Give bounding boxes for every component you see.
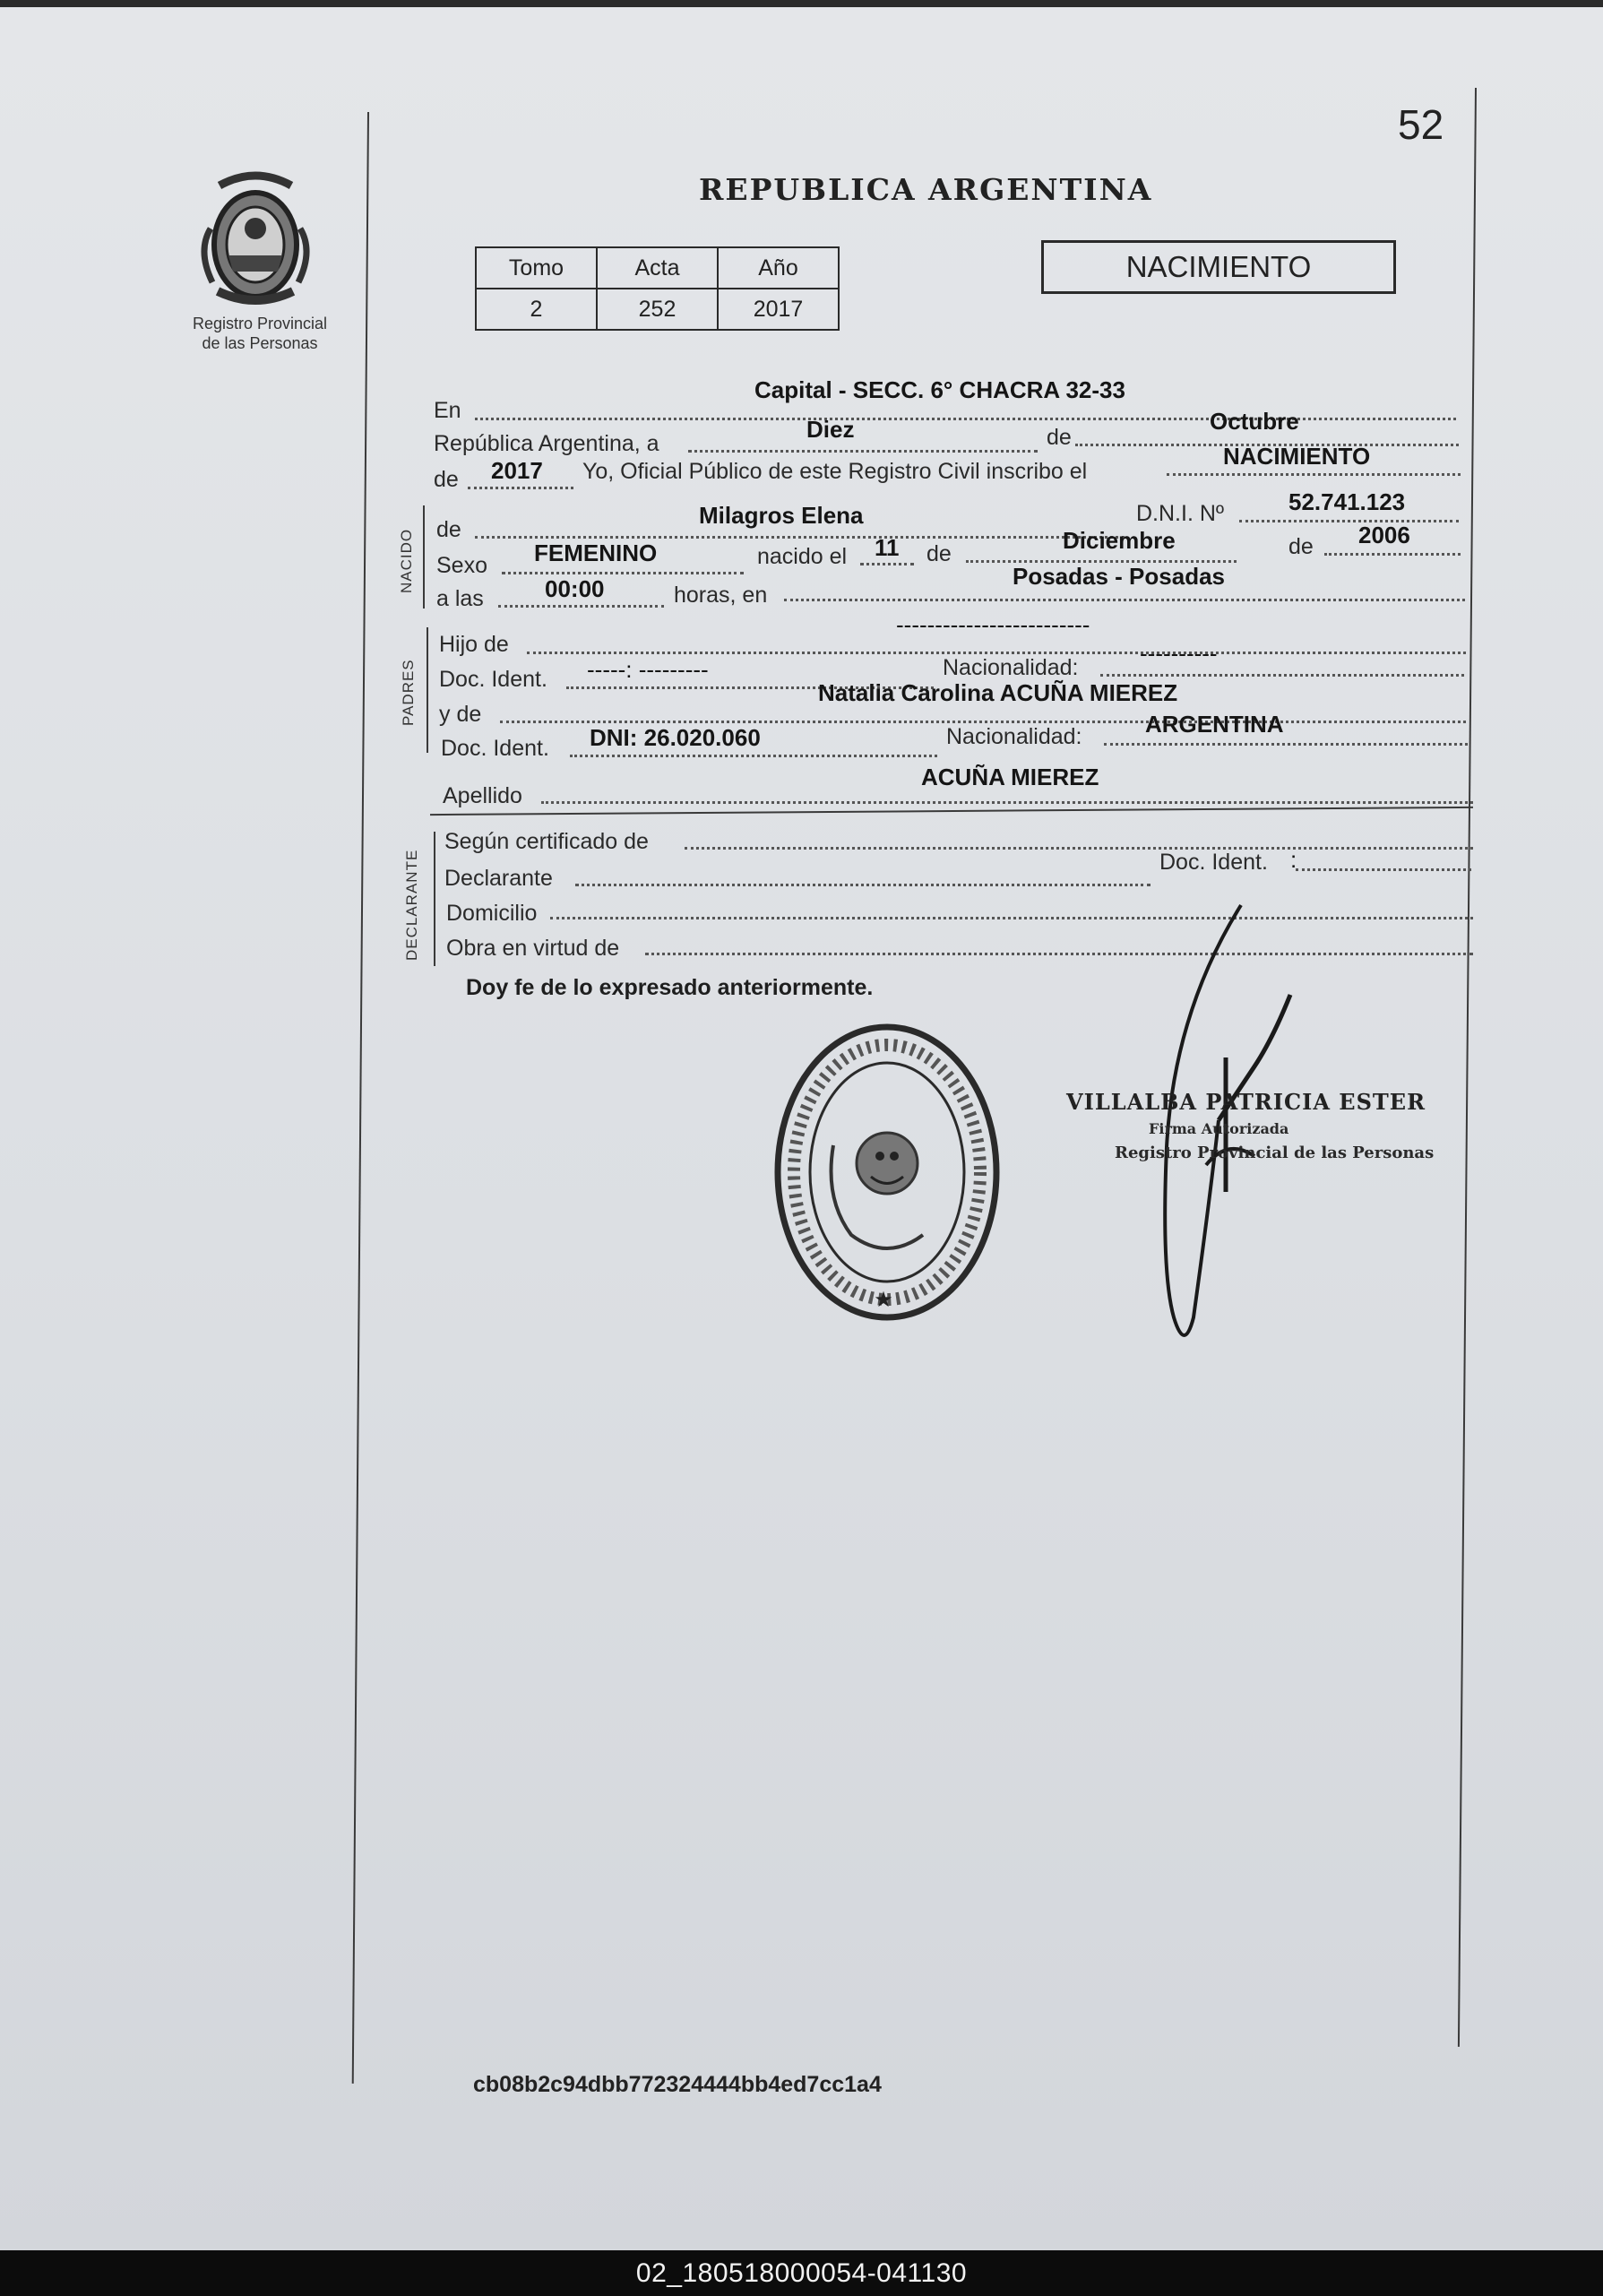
dots-nombre — [475, 536, 1125, 539]
dots-declarante-doc — [1296, 868, 1471, 871]
dots-nac-padre — [1100, 674, 1464, 677]
dots-hijo — [527, 652, 1466, 654]
record-table — [475, 246, 840, 331]
value-doc-padre: -----: --------- — [587, 656, 709, 683]
signer-title: Firma Autorizada — [1149, 1120, 1289, 1137]
label-y-de: y de — [439, 702, 482, 727]
label-horas-en: horas, en — [674, 583, 768, 608]
value-nacido-day: 11 — [875, 534, 900, 561]
provincial-emblem-icon — [193, 166, 318, 309]
value-nac-madre: ARGENTINA — [1145, 711, 1284, 738]
scan-top-edge — [0, 0, 1603, 7]
label-de-nacido-year: de — [1288, 534, 1314, 559]
label-sexo: Sexo — [436, 553, 487, 578]
value-inscribo: NACIMIENTO — [1223, 443, 1371, 470]
label-en: En — [434, 398, 461, 423]
value-lugar-nacimiento: Posadas - Posadas — [1013, 563, 1225, 590]
table-cell-acta: 252 — [597, 289, 718, 330]
label-alas: a las — [436, 586, 484, 611]
dots-nac-madre — [1104, 743, 1468, 746]
nacido-bracket — [423, 505, 425, 609]
dots-apellido — [541, 801, 1473, 804]
official-seal-icon — [771, 1020, 1004, 1325]
record-type-box: NACIMIENTO — [1041, 240, 1396, 294]
dots-hora — [498, 605, 664, 608]
signer-registry: Registro Provincial de las Personas — [1115, 1144, 1435, 1162]
dots-nacido-year — [1324, 553, 1461, 556]
document-hash: cb08b2c94dbb772324444bb4ed7cc1a4 — [473, 2072, 882, 2097]
registry-caption: Registro Provincial de las Personas — [192, 315, 328, 352]
label-de-nacido-month: de — [926, 541, 952, 566]
table-header-acta: Acta — [597, 247, 718, 289]
side-label-nacido: NACIDO — [398, 528, 415, 593]
table-cell-tomo: 2 — [476, 289, 597, 330]
scan-filename: 02_180518000054-041130 — [635, 2258, 968, 2288]
label-de-month: de — [1047, 425, 1072, 450]
dots-inscribo — [1167, 473, 1461, 476]
dots-declarante — [575, 884, 1151, 886]
dots-lugar-nacimiento — [784, 599, 1465, 601]
value-lugar-acta: Capital - SECC. 6° CHACRA 32-33 — [754, 376, 1125, 403]
label-doc-ident-padre: Doc. Ident. — [439, 667, 547, 692]
value-day: Diez — [806, 416, 855, 443]
value-sexo: FEMENINO — [534, 539, 658, 566]
document-title: REPUBLICA ARGENTINA — [699, 172, 1153, 207]
table-cell-ano: 2017 — [718, 289, 839, 330]
signer-name: VILLALBA PATRICIA ESTER — [1066, 1089, 1426, 1115]
dots-day — [688, 450, 1038, 453]
label-apellido: Apellido — [443, 783, 522, 808]
value-nacido-month: Diciembre — [1063, 527, 1176, 554]
dots-nacido-day — [860, 563, 914, 565]
dots-sexo — [502, 572, 744, 574]
dots-segun — [685, 847, 1473, 850]
label-domicilio: Domicilio — [446, 901, 538, 926]
value-month: Octubre — [1210, 408, 1299, 435]
table-header-ano: Año — [718, 247, 839, 289]
page-number: 52 — [1398, 101, 1444, 148]
value-nac-padre: ---------- — [1140, 640, 1218, 667]
label-nacionalidad-madre: Nacionalidad: — [946, 724, 1082, 749]
label-declarante-doc: Doc. Ident. — [1159, 850, 1268, 875]
dots-madre — [500, 721, 1466, 723]
label-dni: D.N.I. Nº — [1136, 501, 1225, 526]
closing-statement: Doy fe de lo expresado anteriormente. — [466, 975, 874, 1000]
label-nacido: nacido el — [757, 544, 848, 569]
value-year: 2017 — [491, 457, 543, 484]
label-nacionalidad-padre: Nacionalidad: — [943, 655, 1079, 680]
label-de-nombre: de — [436, 517, 461, 542]
label-hijo: Hijo de — [439, 632, 509, 657]
side-label-declarante: DECLARANTE — [403, 849, 420, 961]
label-republica: República Argentina, a — [434, 431, 659, 456]
value-dni: 52.741.123 — [1288, 488, 1406, 515]
value-hora: 00:00 — [545, 575, 605, 602]
label-oficial: Yo, Oficial Público de este Registro Civil inscribo el — [582, 459, 1088, 484]
table-header-tomo: Tomo — [476, 247, 597, 289]
side-label-padres: PADRES — [400, 659, 417, 726]
dots-dni — [1239, 520, 1459, 522]
value-madre: Natalia Carolina ACUÑA MIEREZ — [818, 679, 1178, 706]
value-doc-madre: DNI: 26.020.060 — [590, 724, 761, 751]
dots-doc-madre — [570, 755, 937, 757]
dots-en — [475, 418, 1456, 420]
value-nombre: Milagros Elena — [699, 502, 864, 529]
value-hijo: ------------------------- — [896, 611, 1090, 638]
dots-year — [468, 487, 573, 489]
label-segun: Según certificado de — [444, 829, 649, 854]
label-doc-ident-madre: Doc. Ident. — [441, 736, 549, 761]
value-nacido-year: 2006 — [1358, 522, 1410, 548]
label-de-year: de — [434, 467, 459, 492]
value-apellido: ACUÑA MIEREZ — [921, 764, 1099, 790]
value-declarante-doc: : — [1290, 846, 1297, 873]
svg-text:★: ★ — [874, 1288, 893, 1312]
label-declarante: Declarante — [444, 866, 553, 891]
declarante-bracket — [434, 832, 435, 966]
label-obra: Obra en virtud de — [446, 936, 620, 961]
padres-bracket — [427, 627, 428, 753]
